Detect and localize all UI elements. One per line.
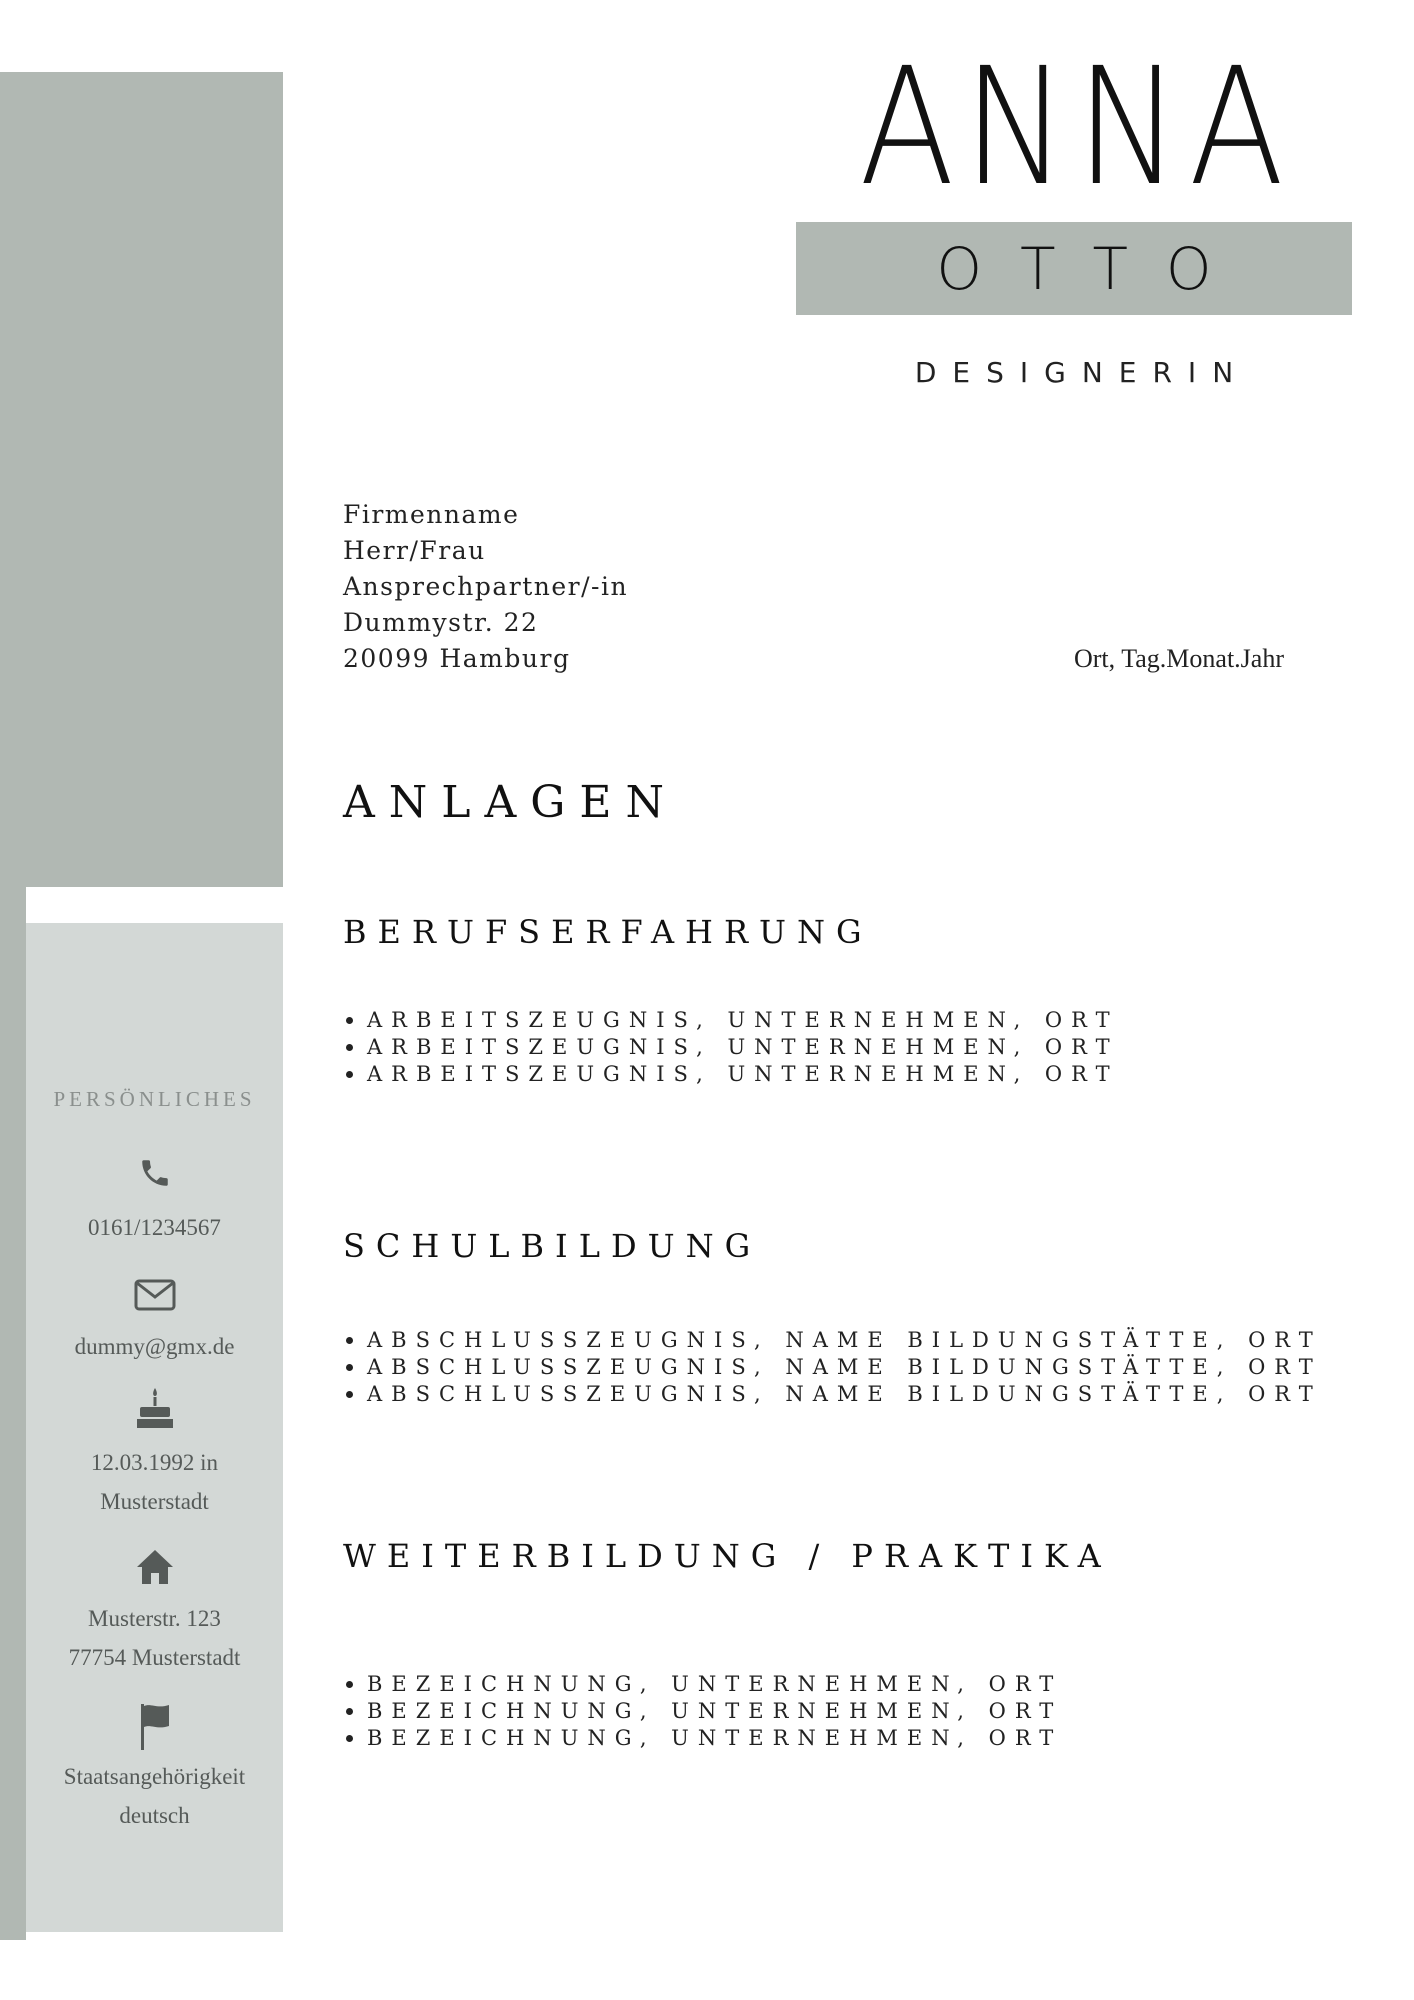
street-address: Musterstr. 123 xyxy=(88,1606,221,1631)
recipient-contact: Ansprechpartner/-in xyxy=(343,572,629,601)
list-item: BEZEICHNUNG, UNTERNEHMEN, ORT xyxy=(343,1725,1062,1752)
recipient-city: 20099 Hamburg xyxy=(343,644,571,673)
phone-number: 0161/1234567 xyxy=(88,1215,221,1240)
section-list-berufserfahrung xyxy=(343,1007,1119,1088)
city-address: 77754 Musterstadt xyxy=(68,1645,241,1670)
bullet-icon xyxy=(346,1071,353,1078)
list-item: ARBEITSZEUGNIS, UNTERNEHMEN, ORT xyxy=(343,1061,1119,1088)
section-list-weiterbildung xyxy=(343,1671,1062,1752)
sidebar-outer-band xyxy=(0,72,26,1940)
bullet-icon xyxy=(346,1337,353,1344)
sidebar-top-block xyxy=(26,72,283,887)
section-title-schulbildung: SCHULBILDUNG xyxy=(343,1227,762,1265)
flag-icon xyxy=(26,1701,283,1753)
personal-heading: PERSÖNLICHES xyxy=(53,1087,256,1111)
bullet-icon xyxy=(346,1708,353,1715)
list-item: ABSCHLUSSZEUGNIS, NAME BILDUNGSTÄTTE, ORT xyxy=(343,1354,1322,1381)
last-name: OTTO xyxy=(936,234,1250,303)
recipient-address xyxy=(343,497,843,677)
home-icon xyxy=(26,1545,283,1589)
list-item: ARBEITSZEUGNIS, UNTERNEHMEN, ORT xyxy=(343,1034,1119,1061)
bullet-icon xyxy=(346,1735,353,1742)
personal-info xyxy=(26,923,283,1932)
list-item: ABSCHLUSSZEUGNIS, NAME BILDUNGSTÄTTE, ORT xyxy=(343,1381,1322,1408)
section-title-berufserfahrung: BERUFSERFAHRUNG xyxy=(343,913,873,951)
recipient-company: Firmenname xyxy=(343,500,520,529)
bullet-icon xyxy=(346,1044,353,1051)
birth-place: Musterstadt xyxy=(100,1489,209,1514)
phone-icon xyxy=(26,1151,283,1195)
list-item: BEZEICHNUNG, UNTERNEHMEN, ORT xyxy=(343,1671,1062,1698)
bullet-icon xyxy=(346,1017,353,1024)
recipient-salutation: Herr/Frau xyxy=(343,536,486,565)
bullet-icon xyxy=(346,1681,353,1688)
nationality-label: Staatsangehörigkeit xyxy=(63,1764,246,1789)
mail-icon xyxy=(26,1273,283,1317)
birthday-cake-icon xyxy=(26,1386,283,1430)
list-item: ABSCHLUSSZEUGNIS, NAME BILDUNGSTÄTTE, ORT xyxy=(343,1327,1322,1354)
bullet-icon xyxy=(346,1364,353,1371)
bullet-icon xyxy=(346,1391,353,1398)
page-title: ANLAGEN xyxy=(343,777,679,828)
job-title: DESIGNERIN xyxy=(914,356,1250,389)
list-item: ARBEITSZEUGNIS, UNTERNEHMEN, ORT xyxy=(343,1007,1119,1034)
section-list-schulbildung xyxy=(343,1327,1322,1408)
recipient-street: Dummystr. 22 xyxy=(343,608,539,637)
list-item: BEZEICHNUNG, UNTERNEHMEN, ORT xyxy=(343,1698,1062,1725)
nationality-value: deutsch xyxy=(119,1803,190,1828)
email-address: dummy@gmx.de xyxy=(74,1334,235,1359)
letter-date: Ort, Tag.Monat.Jahr xyxy=(1074,644,1284,673)
birth-date: 12.03.1992 in xyxy=(90,1450,219,1475)
first-name: ANNA xyxy=(859,34,1293,222)
section-title-weiterbildung: WEITERBILDUNG / PRAKTIKA xyxy=(343,1537,1112,1575)
